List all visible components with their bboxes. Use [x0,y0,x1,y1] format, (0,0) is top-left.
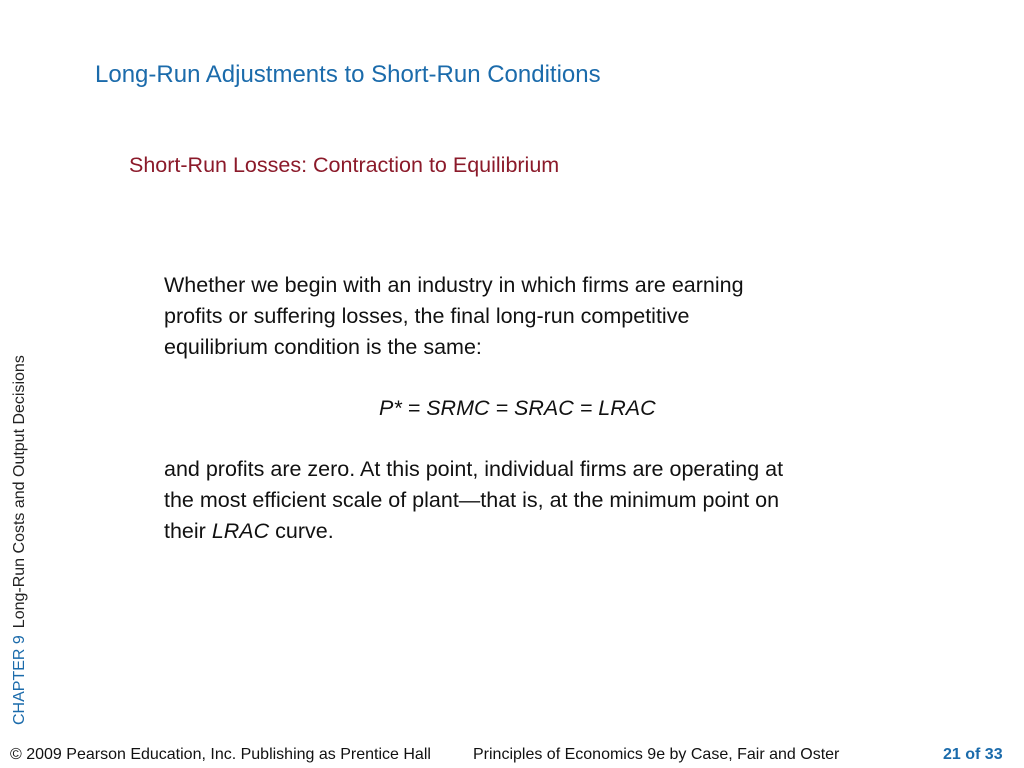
paragraph-2-prefix: their [164,519,212,543]
equilibrium-equation: P* = SRMC = SRAC = LRAC [379,396,656,420]
body-paragraph-2 [164,454,924,547]
paragraph-1-line: Whether we begin with an industry in which firms are earning [164,273,744,297]
paragraph-2-suffix: curve. [269,519,334,543]
slide-title: Long-Run Adjustments to Short-Run Conditions [95,61,601,88]
paragraph-1-line: profits or suffering losses, the final long-run competitive [164,304,690,328]
chapter-sidebar [8,355,32,725]
chapter-title: Long-Run Costs and Output Decisions [11,355,28,629]
slide-subtitle: Short-Run Losses: Contraction to Equilibrium [129,153,560,177]
paragraph-2-line: and profits are zero. At this point, individual firms are operating at [164,457,784,481]
paragraph-2-line [164,516,924,547]
body-paragraph-1 [164,270,884,363]
paragraph-2-line: the most efficient scale of plant—that is, at the minimum point on [164,488,780,512]
footer-book-title: Principles of Economics 9e by Case, Fair and Oster [473,746,840,763]
footer-copyright: © 2009 Pearson Education, Inc. Publishing as Prentice Hall [10,746,431,763]
paragraph-1-line: equilibrium condition is the same: [164,335,482,359]
page-number: 21 of 33 [943,746,1003,763]
chapter-number: CHAPTER 9 [11,635,28,725]
lrac-term: LRAC [211,519,270,543]
